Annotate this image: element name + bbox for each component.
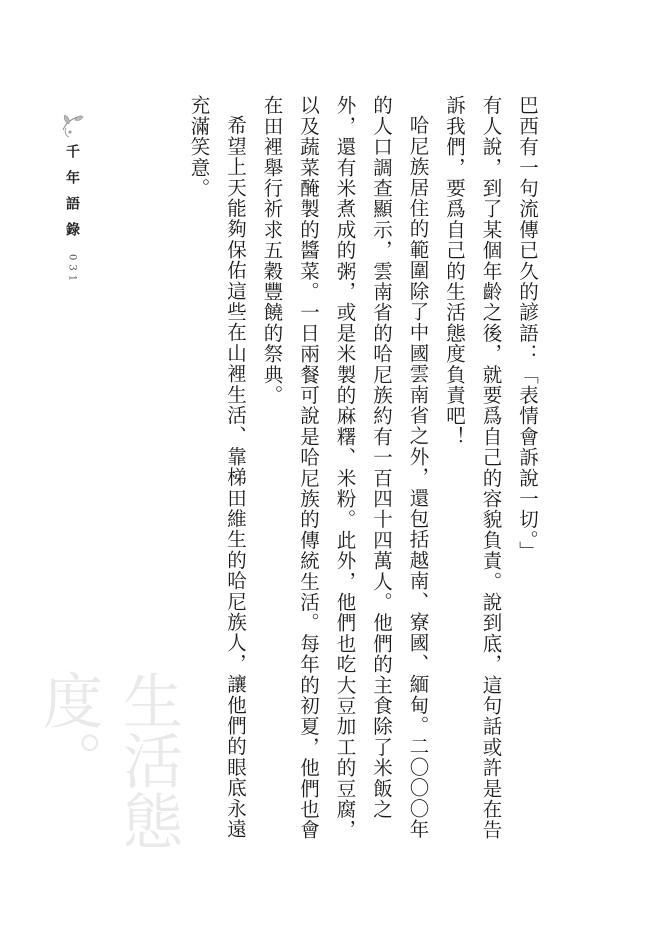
paragraph-appearance: 有人說，到了某個年齡之後，就要爲自己的容貌負責。說到底，這句話或許是在告訴我們，要爲自己的生活態度負責吧！	[443, 95, 503, 841]
floral-ornament-icon	[57, 110, 87, 140]
paragraph-proverb: 巴西有一句流傳已久的諺語：「表情會訴說一切。」	[516, 95, 539, 562]
paragraph-hani-people: 哈尼族居住的範圍除了中國雲南省之外，還包括越南、寮國、緬甸。二〇〇〇年的人口調查顯示，雲南省的哈尼族約有一百四十四萬人。他們的主食除了米飯之外，還有米煮成的粥，或是米製的麻糬、米粉。此外，他們也吃大豆加工的豆腐，以及蔬菜醃製的醬菜。一日兩餐可說是哈尼族的傳統生活。每年的初夏，他們也會在田裡舉行祈求五穀豐饒的祭典。	[260, 95, 430, 841]
chapter-watermark: 生活態度。	[33, 670, 183, 850]
body-text	[180, 95, 545, 845]
book-title: 千年語錄	[64, 144, 80, 248]
running-header	[52, 110, 92, 285]
page-number: 031	[66, 254, 78, 286]
paragraph-wish: 希望上天能夠保佑這些在山裡生活、靠梯田維生的哈尼族人，讓他們的眼底永遠充滿笑意。	[187, 95, 247, 839]
